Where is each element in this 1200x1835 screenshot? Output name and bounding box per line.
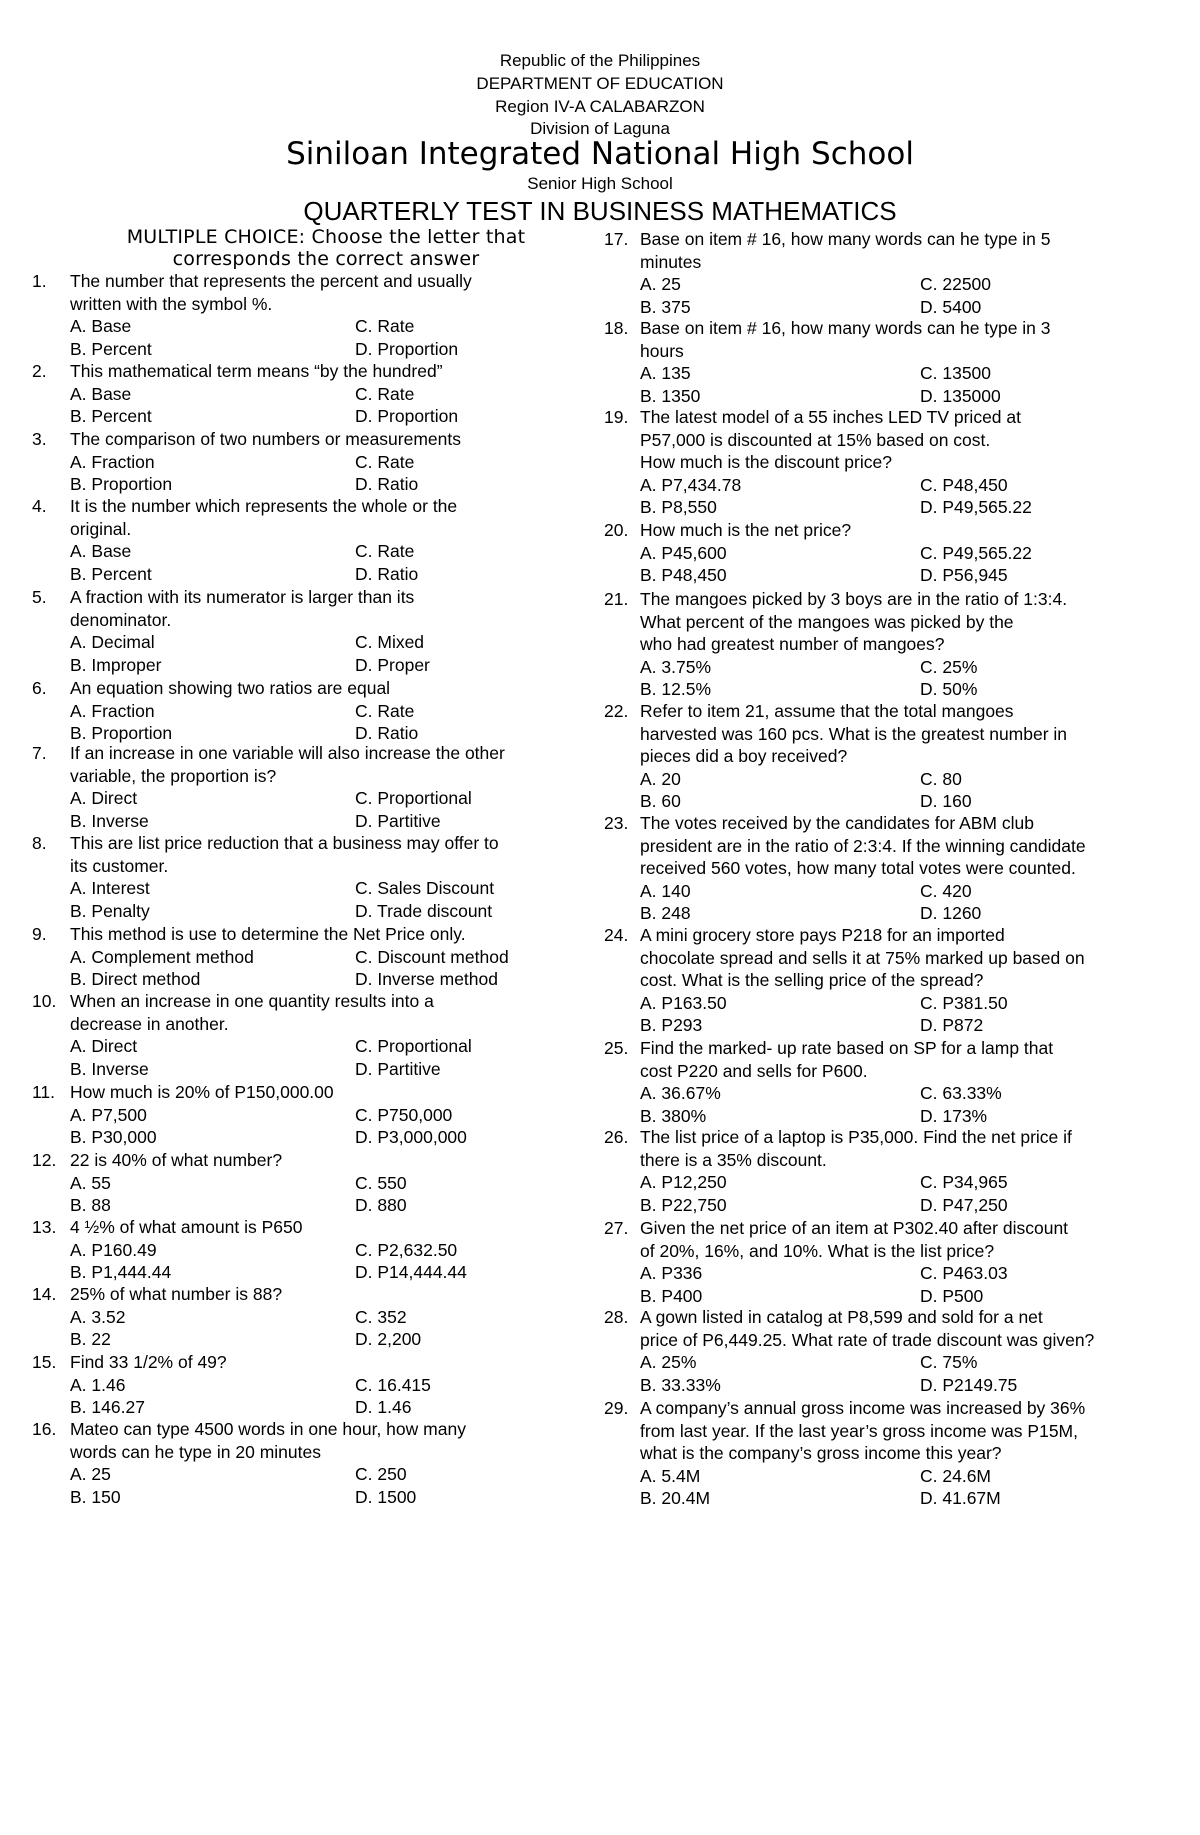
answer-choice: A. 25: [70, 1464, 111, 1484]
answer-choice: B. 375: [640, 296, 691, 317]
answer-choice: C. Proportional: [355, 1036, 472, 1056]
question-text: The comparison of two numbers or measurements: [70, 429, 461, 449]
answer-choice: D. 1.46: [355, 1397, 412, 1417]
answer-choice: C. Rate: [355, 700, 415, 721]
answer-choice: D. 1500: [355, 1486, 417, 1507]
question-text: How much is 20% of P150,000.00: [70, 1082, 334, 1102]
answer-choice: C. 550: [355, 1172, 407, 1193]
answer-choice: A. Interest: [70, 878, 150, 898]
answer-choice: A. Base: [70, 541, 132, 561]
question-text: written with the symbol %.: [70, 293, 273, 314]
question-text: price of P6,449.25. What rate of trade discount was given?: [640, 1329, 1095, 1350]
answer-choice: B. 22: [70, 1329, 111, 1349]
division-line: Division of Laguna: [530, 119, 670, 138]
answer-choice: D. Ratio: [355, 723, 419, 743]
question-number: 17.: [604, 229, 629, 249]
answer-choice: D. P14,444.44: [355, 1262, 467, 1282]
answer-choice: A. 25: [640, 274, 681, 294]
answer-choice: A. Base: [70, 383, 132, 404]
answer-choice: A. Fraction: [70, 451, 155, 472]
answer-choice: B. 33.33%: [640, 1374, 721, 1395]
answer-choice: B. Direct method: [70, 969, 201, 989]
answer-choice: B. 248: [640, 903, 691, 923]
question-number: 9.: [32, 924, 47, 944]
question-text: pieces did a boy received?: [640, 746, 848, 766]
answer-choice: C. 75%: [920, 1352, 978, 1372]
question-text: Mateo can type 4500 words in one hour, how many: [70, 1419, 466, 1439]
answer-choice: A. P160.49: [70, 1239, 157, 1260]
answer-choice: D. Ratio: [355, 474, 419, 494]
answer-choice: C. Sales Discount: [355, 878, 495, 898]
answer-choice: A. Direct: [70, 788, 138, 808]
question-number: 22.: [604, 701, 629, 721]
question-text: A mini grocery store pays P218 for an imported: [640, 925, 1005, 945]
question-number: 18.: [604, 318, 629, 338]
answer-choice: A. 3.75%: [640, 656, 712, 677]
question-text: of 20%, 16%, and 10%. What is the list price?: [640, 1240, 995, 1261]
answer-choice: A. 135: [640, 363, 691, 383]
question-text: cost. What is the selling price of the spread?: [640, 970, 984, 990]
question-text: What percent of the mangoes was picked by the: [640, 611, 1014, 632]
question-number: 10.: [32, 991, 57, 1011]
answer-choice: B. Inverse: [70, 1058, 149, 1079]
question-text: decrease in another.: [70, 1013, 229, 1034]
answer-choice: B. Percent: [70, 338, 152, 359]
question-text: president are in the ratio of 2:3:4. If the winning candidate: [640, 835, 1086, 856]
question-text: its customer.: [70, 855, 169, 876]
answer-choice: A. 3.52: [70, 1306, 126, 1327]
answer-choice: B. 380%: [640, 1105, 707, 1126]
answer-choice: B. 60: [640, 791, 681, 811]
answer-choice: C. 22500: [920, 274, 992, 294]
question-text: If an increase in one variable will also increase the other: [70, 743, 505, 763]
answer-choice: D. Proportion: [355, 338, 459, 359]
answer-choice: A. Base: [70, 316, 132, 336]
question-text: Find 33 1/2% of 49?: [70, 1352, 227, 1372]
question-number: 13.: [32, 1217, 57, 1237]
test-title: QUARTERLY TEST IN BUSINESS MATHEMATICS: [303, 196, 897, 226]
answer-choice: A. 55: [70, 1172, 111, 1193]
answer-choice: D. P56,945: [920, 565, 1008, 585]
answer-choice: C. 250: [355, 1464, 407, 1484]
question-number: 16.: [32, 1419, 57, 1439]
answer-choice: B. P293: [640, 1015, 703, 1035]
answer-choice: D. 5400: [920, 296, 982, 317]
question-text: This are list price reduction that a business may offer to: [70, 833, 499, 853]
answer-choice: C. P34,965: [920, 1172, 1008, 1192]
question-text: It is the number which represents the whole or the: [70, 496, 458, 516]
answer-choice: C. P463.03: [920, 1263, 1008, 1283]
answer-choice: A. P336: [640, 1263, 703, 1283]
question-text: Find the marked- up rate based on SP for a lamp that: [640, 1038, 1054, 1058]
answer-choice: B. 1350: [640, 385, 701, 406]
question-number: 5.: [32, 587, 47, 607]
question-text: Given the net price of an item at P302.40 after discount: [640, 1218, 1069, 1238]
answer-choice: B. Percent: [70, 563, 152, 584]
question-text: This method is use to determine the Net Price only.: [70, 924, 466, 944]
answer-choice: B. P1,444.44: [70, 1262, 172, 1282]
question-text: received 560 votes, how many total votes were counted.: [640, 858, 1076, 878]
question-number: 4.: [32, 496, 47, 516]
question-text: harvested was 160 pcs. What is the greatest number in: [640, 723, 1068, 744]
republic-line: Republic of the Philippines: [499, 51, 701, 70]
answer-choice: C. 13500: [920, 363, 992, 383]
school-name: Siniloan Integrated National High School: [286, 136, 914, 172]
answer-choice: B. P400: [640, 1285, 703, 1306]
answer-choice: C. P48,450: [920, 474, 1008, 495]
answer-choice: C. P2,632.50: [355, 1239, 458, 1260]
question-text: How much is the net price?: [640, 520, 852, 540]
answer-choice: D. P872: [920, 1015, 984, 1035]
answer-choice: D. Trade discount: [355, 900, 493, 921]
answer-choice: B. 146.27: [70, 1397, 145, 1417]
question-text: original.: [70, 518, 132, 539]
question-text: minutes: [640, 251, 702, 272]
answer-choice: D. P47,250: [920, 1194, 1008, 1215]
question-number: 14.: [32, 1284, 57, 1304]
question-text: denominator.: [70, 609, 172, 630]
answer-choice: C. Mixed: [355, 632, 425, 652]
answer-choice: A. Decimal: [70, 632, 155, 652]
answer-choice: A. P7,500: [70, 1104, 147, 1125]
answer-choice: B. P8,550: [640, 497, 717, 517]
answer-choice: D. Partitive: [355, 1058, 441, 1079]
question-text: Base on item # 16, how many words can he type in 5: [640, 229, 1051, 249]
question-number: 1.: [32, 271, 47, 291]
question-text: A gown listed in catalog at P8,599 and sold for a net: [640, 1307, 1043, 1327]
question-text: who had greatest number of mangoes?: [640, 634, 945, 654]
answer-choice: A. P7,434.78: [640, 474, 742, 495]
answer-choice: D. 50%: [920, 679, 978, 699]
question-text: How much is the discount price?: [640, 452, 892, 472]
question-text: The latest model of a 55 inches LED TV priced at: [640, 407, 1021, 427]
answer-choice: C. P750,000: [355, 1104, 453, 1125]
answer-choice: D. Proper: [355, 654, 430, 675]
question-text: what is the company’s gross income this year?: [640, 1443, 1002, 1463]
question-number: 27.: [604, 1218, 629, 1238]
question-text: When an increase in one quantity results into a: [70, 991, 434, 1011]
answer-choice: B. Improper: [70, 654, 162, 675]
region-line: Region IV-A CALABARZON: [495, 97, 705, 116]
question-number: 12.: [32, 1150, 57, 1170]
answer-choice: B. P30,000: [70, 1127, 157, 1147]
question-number: 6.: [32, 678, 47, 698]
answer-choice: D. Proportion: [355, 406, 459, 426]
answer-choice: D. P3,000,000: [355, 1127, 467, 1147]
question-text: 25% of what number is 88?: [70, 1284, 283, 1304]
question-text: from last year. If the last year’s gross income was P15M,: [640, 1420, 1078, 1441]
answer-choice: D. Ratio: [355, 563, 419, 584]
question-text: cost P220 and sells for P600.: [640, 1060, 868, 1081]
question-number: 24.: [604, 925, 629, 945]
question-number: 11.: [32, 1082, 56, 1102]
question-text: This mathematical term means “by the hundred”: [70, 361, 443, 381]
question-text: hours: [640, 340, 684, 361]
question-number: 26.: [604, 1127, 629, 1147]
answer-choice: D. 135000: [920, 385, 1001, 406]
answer-choice: A. 140: [640, 880, 691, 901]
answer-choice: C. Proportional: [355, 788, 472, 808]
question-text: An equation showing two ratios are equal: [70, 678, 391, 698]
answer-choice: A. Complement method: [70, 946, 254, 967]
answer-choice: A. P163.50: [640, 992, 727, 1013]
answer-choice: B. 88: [70, 1195, 111, 1215]
answer-choice: B. Proportion: [70, 474, 173, 494]
answer-choice: C. P49,565.22: [920, 542, 1032, 563]
question-text: A company’s annual gross income was increased by 36%: [640, 1398, 1086, 1418]
instruction-line-1: MULTIPLE CHOICE: Choose the letter that: [126, 226, 526, 248]
answer-choice: D. P500: [920, 1285, 984, 1306]
question-text: Base on item # 16, how many words can he type in 3: [640, 318, 1051, 338]
question-text: The votes received by the candidates for ABM club: [640, 813, 1034, 833]
answer-choice: A. 20: [640, 768, 681, 789]
answer-choice: A. 1.46: [70, 1374, 126, 1395]
answer-choice: A. Direct: [70, 1036, 138, 1056]
answer-choice: B. P22,750: [640, 1194, 727, 1215]
question-number: 25.: [604, 1038, 629, 1058]
answer-choice: B. Inverse: [70, 810, 149, 831]
question-text: A fraction with its numerator is larger than its: [70, 587, 415, 607]
answer-choice: B. 12.5%: [640, 679, 712, 699]
question-text: The list price of a laptop is P35,000. Find the net price if: [640, 1127, 1072, 1147]
instruction-line-2: corresponds the correct answer: [172, 248, 480, 270]
answer-choice: C. 25%: [920, 656, 978, 677]
answer-choice: C. 16.415: [355, 1374, 431, 1395]
answer-choice: C. Rate: [355, 451, 415, 472]
question-number: 20.: [604, 520, 629, 540]
answer-choice: C. Discount method: [355, 946, 509, 967]
question-text: Refer to item 21, assume that the total mangoes: [640, 701, 1014, 721]
question-number: 19.: [604, 407, 629, 427]
answer-choice: C. 420: [920, 880, 972, 901]
answer-choice: D. P49,565.22: [920, 497, 1032, 517]
question-text: The mangoes picked by 3 boys are in the ratio of 1:3:4.: [640, 589, 1068, 609]
answer-choice: B. 20.4M: [640, 1488, 711, 1508]
answer-choice: C. Rate: [355, 541, 415, 561]
answer-choice: B. Proportion: [70, 723, 173, 743]
answer-choice: D. 173%: [920, 1105, 988, 1126]
answer-choice: D. Inverse method: [355, 969, 498, 989]
answer-choice: A. 36.67%: [640, 1083, 721, 1103]
answer-choice: B. 150: [70, 1486, 121, 1507]
answer-choice: D. 41.67M: [920, 1488, 1001, 1508]
question-text: there is a 35% discount.: [640, 1149, 827, 1170]
question-number: 8.: [32, 833, 47, 853]
question-text: variable, the proportion is?: [70, 765, 277, 786]
answer-choice: D. 880: [355, 1195, 407, 1215]
answer-choice: D. 2,200: [355, 1329, 422, 1349]
level-line: Senior High School: [527, 174, 673, 193]
question-text: P57,000 is discounted at 15% based on cost.: [640, 429, 991, 450]
answer-choice: D. P2149.75: [920, 1374, 1018, 1395]
question-number: 28.: [604, 1307, 629, 1327]
question-number: 2.: [32, 361, 47, 381]
answer-choice: C. 352: [355, 1306, 407, 1327]
question-text: The number that represents the percent and usually: [70, 271, 472, 291]
question-number: 3.: [32, 429, 47, 449]
question-number: 21.: [604, 589, 629, 609]
answer-choice: B. Penalty: [70, 900, 150, 921]
answer-choice: A. 5.4M: [640, 1465, 701, 1486]
answer-choice: A. 25%: [640, 1352, 697, 1372]
question-number: 23.: [604, 813, 629, 833]
answer-choice: C. 63.33%: [920, 1083, 1002, 1103]
question-text: 22 is 40% of what number?: [70, 1150, 283, 1170]
answer-choice: A. Fraction: [70, 700, 155, 721]
answer-choice: D. Partitive: [355, 810, 441, 831]
answer-choice: C. P381.50: [920, 992, 1008, 1013]
answer-choice: A. P45,600: [640, 542, 727, 563]
answer-choice: C. Rate: [355, 383, 415, 404]
question-text: chocolate spread and sells it at 75% marked up based on: [640, 947, 1085, 968]
question-number: 15.: [32, 1352, 57, 1372]
answer-choice: D. 1260: [920, 903, 982, 923]
question-text: words can he type in 20 minutes: [70, 1441, 321, 1462]
answer-choice: C. 80: [920, 768, 962, 789]
answer-choice: C. 24.6M: [920, 1465, 991, 1486]
question-number: 29.: [604, 1398, 629, 1418]
department-line: DEPARTMENT OF EDUCATION: [476, 74, 724, 93]
answer-choice: A. P12,250: [640, 1172, 727, 1192]
answer-choice: C. Rate: [355, 316, 415, 336]
question-number: 7.: [32, 743, 47, 763]
answer-choice: D. 160: [920, 791, 972, 811]
question-text: 4 ½% of what amount is P650: [70, 1217, 303, 1237]
answer-choice: B. Percent: [70, 406, 152, 426]
answer-choice: B. P48,450: [640, 565, 727, 585]
